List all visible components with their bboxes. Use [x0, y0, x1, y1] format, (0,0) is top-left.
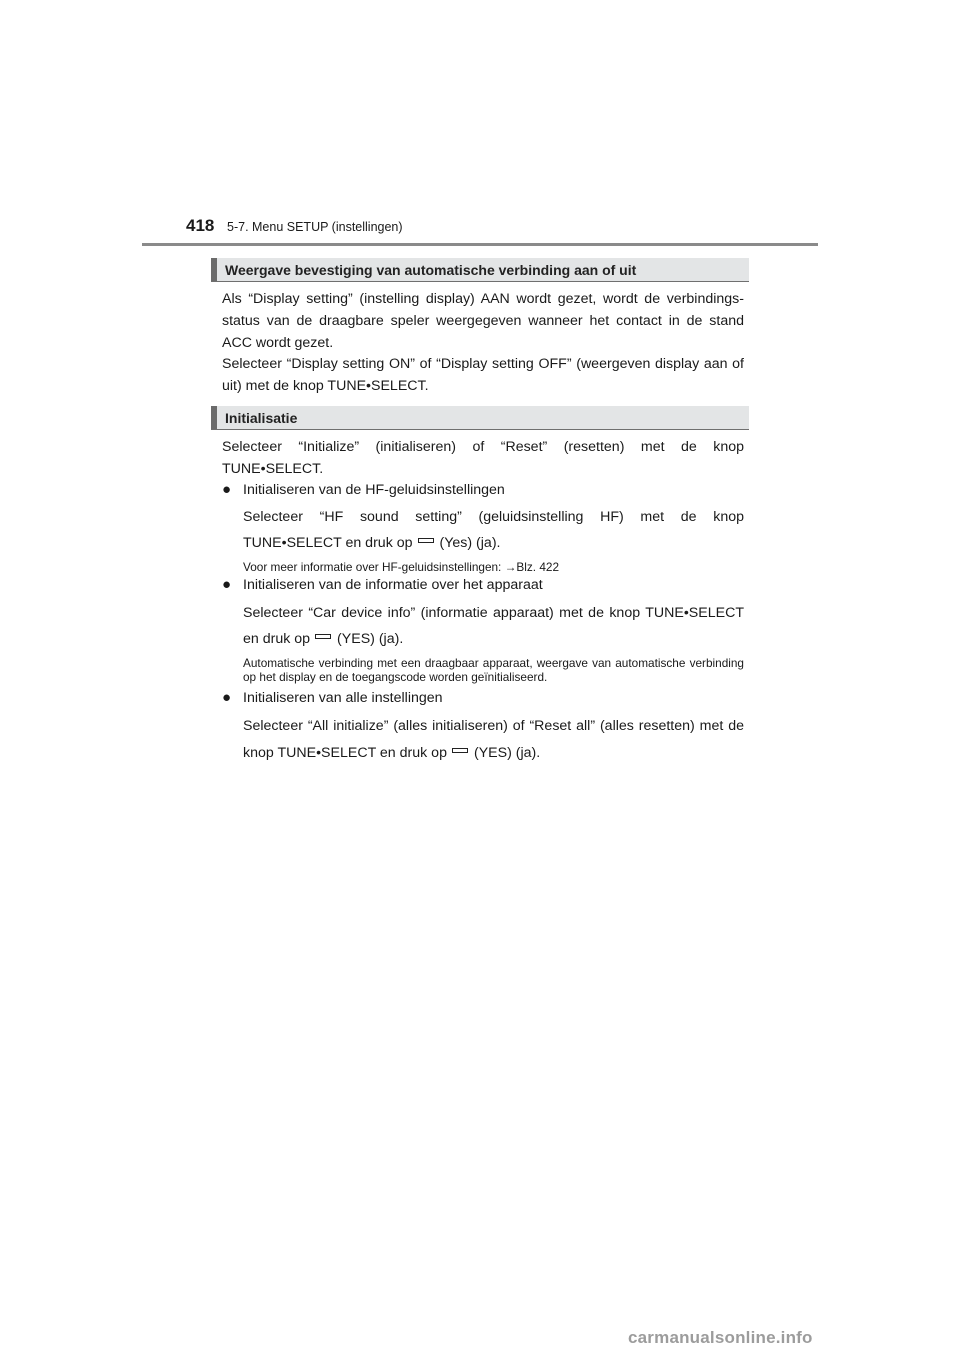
heading-accent	[211, 258, 217, 281]
paragraph-text: Selecteer “HF sound setting” (geluidsinstelling HF) met de knop TUNE•SELECT en druk op	[243, 509, 744, 551]
bullet-item-device-info	[222, 575, 543, 595]
page-header	[186, 216, 403, 236]
paragraph-text-end: (YES) (ja).	[473, 745, 541, 761]
paragraph-text-end: (Yes) (ja).	[439, 535, 501, 551]
bullet-item-all-settings	[222, 688, 443, 708]
heading-initialisatie	[211, 406, 749, 430]
paragraph-text: Selecteer “Car device info” (informatie apparaat) met de knop TUNE•SELECT en druk op	[243, 605, 744, 647]
heading-label: Initialisatie	[225, 409, 298, 426]
watermark: carmanualsonline.info	[628, 1328, 813, 1347]
paragraph-hf-sound	[243, 504, 744, 556]
paragraph-text-end: (YES) (ja).	[337, 631, 404, 647]
paragraph-text: Selecteer “All initialize” (alles initialiseren) of “Reset all” (alles resetten) met de knop TUNE•SELECT en druk op	[243, 718, 744, 761]
bullet-heading: Initialiseren van de HF-geluidsinstellingen	[243, 482, 505, 498]
bullet-item-hf-sound	[222, 480, 505, 500]
note-hf-sound: Voor meer informatie over HF-geluidsinstellingen: →Blz. 422	[243, 560, 560, 574]
page-number: 418	[186, 216, 215, 235]
bullet-heading: Initialiseren van de informatie over het apparaat	[243, 577, 543, 593]
note-device-info: Automatische verbinding met een draagbaar apparaat, weergave van automatische verbinding op het display en de toegangscode worden geïnitialiseerd.	[243, 656, 744, 684]
button-icon	[452, 748, 468, 753]
header-divider	[142, 243, 818, 246]
button-icon	[315, 634, 331, 639]
bullet-heading: Initialiseren van alle instellingen	[243, 690, 443, 706]
button-icon	[418, 538, 434, 543]
section-title: 5-7. Menu SETUP (instellingen)	[227, 220, 403, 234]
heading-auto-connection-display	[211, 258, 749, 282]
paragraph-device-info	[243, 600, 744, 652]
paragraph-select-display-setting: Selecteer “Display setting ON” of “Display setting OFF” (weergeven display aan of uit) met de knop TUNE•SELECT.	[222, 356, 744, 394]
bullet-icon: ●	[222, 481, 232, 498]
paragraph-display-setting: Als “Display setting” (instelling display) AAN wordt gezet, wordt de verbindings-status van de draagbare speler weergegeven wanneer het contact in de stand ACC wordt gezet.	[222, 291, 744, 351]
bullet-icon: ●	[222, 689, 232, 706]
heading-accent	[211, 406, 217, 429]
bullet-icon: ●	[222, 576, 232, 593]
heading-label: Weergave bevestiging van automatische verbinding aan of uit	[225, 261, 637, 278]
paragraph-all-settings	[243, 713, 744, 767]
paragraph-initialize-intro: Selecteer “Initialize” (initialiseren) of “Reset” (resetten) met de knop TUNE•SELECT.	[222, 439, 744, 477]
